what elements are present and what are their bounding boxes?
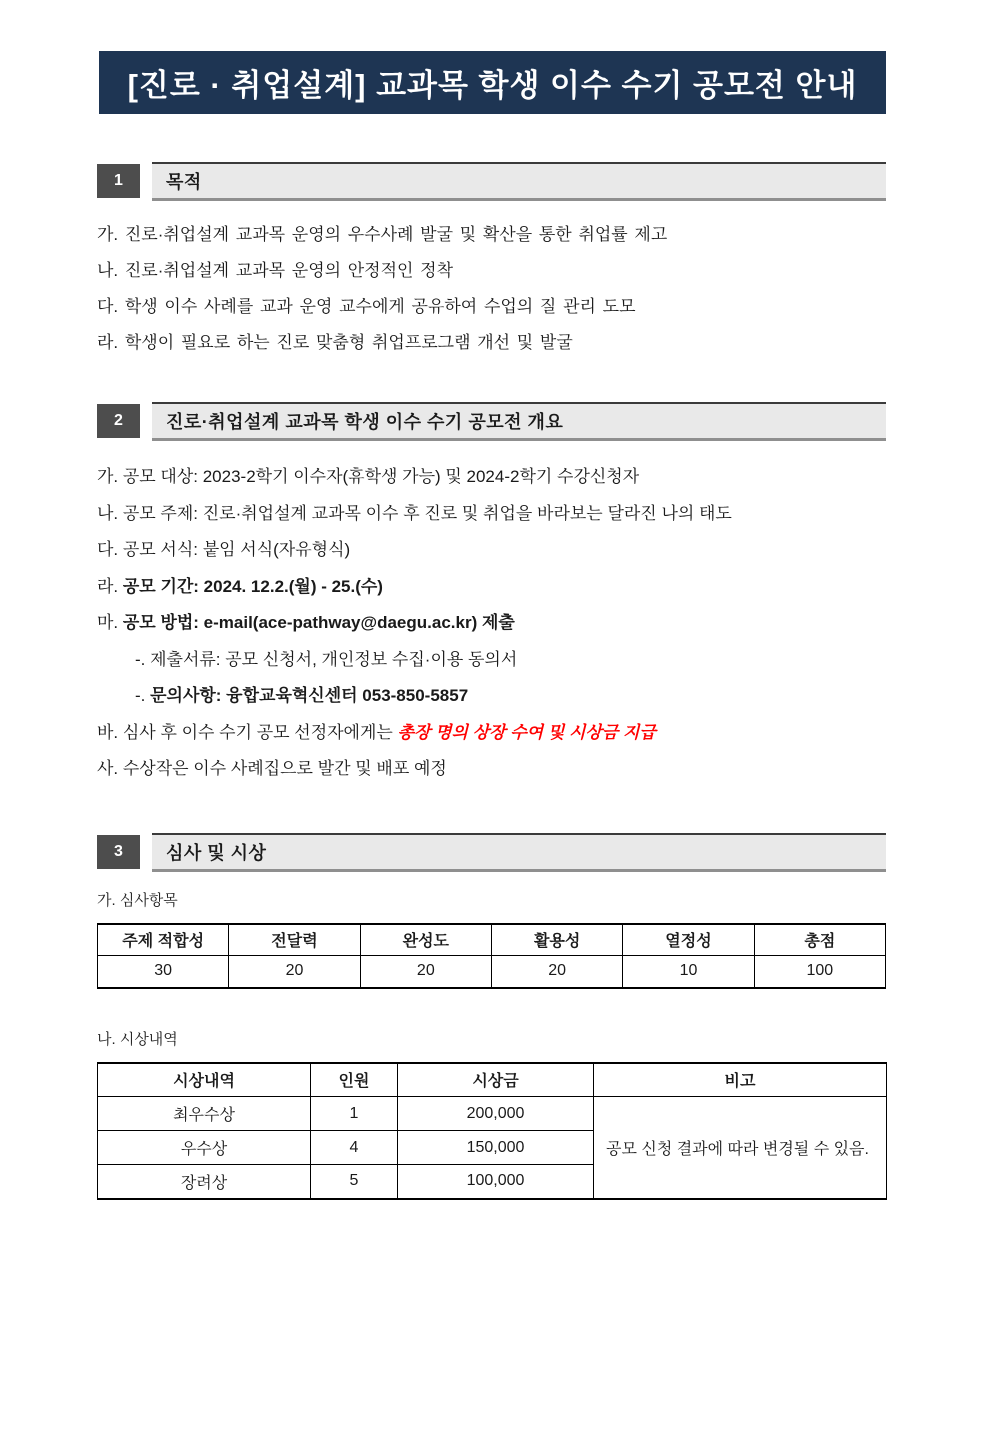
criteria-value-cell: 20: [229, 956, 360, 988]
list-item-sub: -. 제출서류: 공모 신청서, 개인정보 수집·이용 동의서: [135, 649, 518, 669]
award-count-cell: 1: [311, 1097, 398, 1131]
section-1-header: [97, 162, 886, 201]
section-2-number-badge: 2: [97, 404, 140, 438]
award-count-cell: 4: [311, 1131, 398, 1165]
list-item: 가. 진로·취업설계 교과목 운영의 우수사례 발굴 및 확산을 통한 취업률 제고: [97, 225, 668, 244]
section-2-header: [97, 402, 886, 441]
list-item: 마. 공모 방법: e-mail(ace-pathway@daegu.ac.kr) 제출: [97, 613, 515, 632]
criteria-value-cell: 10: [623, 956, 754, 988]
section-1-heading: 목적: [166, 172, 202, 192]
section-1-items: [97, 217, 897, 361]
award-amount-cell: 100,000: [398, 1165, 594, 1199]
list-item: 라. 공모 기간: 2024. 12.2.(월) - 25.(수): [97, 576, 383, 596]
section-1-number-badge: 1: [97, 164, 140, 198]
awards-header-cell: 시상금: [398, 1063, 594, 1097]
criteria-header-cell: 활용성: [491, 924, 622, 956]
awards-row: [98, 1097, 887, 1131]
section-2-items: [97, 459, 907, 788]
criteria-value-cell: 20: [360, 956, 491, 988]
section-3-heading-bar: [152, 833, 886, 872]
list-item: 라. 학생이 필요로 하는 진로 맞춤형 취업프로그램 개선 및 발굴: [97, 333, 573, 352]
awards-header-cell: 비고: [594, 1063, 887, 1097]
list-item: 사. 수상작은 이수 사례집으로 발간 및 배포 예정: [97, 759, 447, 778]
list-item: 다. 학생 이수 사례를 교과 운영 교수에게 공유하여 수업의 질 관리 도모: [97, 297, 636, 316]
section-2-heading: 진로·취업설계 교과목 학생 이수 수기 공모전 개요: [166, 412, 564, 432]
criteria-header-cell: 주제 적합성: [98, 924, 229, 956]
criteria-value-cell: 20: [491, 956, 622, 988]
criteria-table-label: 가. 심사항목: [97, 891, 178, 909]
award-name-cell: 최우수상: [98, 1097, 311, 1131]
document-page: [0, 51, 992, 1454]
criteria-table: [97, 923, 886, 989]
awards-table-label: 나. 시상내역: [97, 1030, 178, 1048]
award-name-cell: 장려상: [98, 1165, 311, 1199]
list-item-sub: -. 문의사항: 융합교육혁신센터 053-850-5857: [135, 686, 469, 705]
criteria-value-cell: 30: [98, 956, 229, 988]
list-item: 나. 공모 주제: 진로·취업설계 교과목 이수 후 진로 및 취업을 바라보는 달라진 나의 태도: [97, 503, 732, 523]
list-item: 바. 심사 후 이수 수기 공모 선정자에게는 총장 명의 상장 수여 및 시상금 지급: [97, 722, 656, 742]
awards-header-row: [98, 1063, 887, 1097]
section-1-heading-bar: [152, 162, 886, 201]
section-3-header: [97, 833, 886, 872]
document-title-banner: [99, 51, 886, 114]
criteria-header-row: [98, 924, 886, 956]
criteria-value-cell: 100: [754, 956, 885, 988]
document-title: [진로 · 취업설계] 교과목 학생 이수 수기 공모전 안내: [127, 68, 858, 103]
section-3-number-badge: 3: [97, 835, 140, 869]
criteria-header-cell: 완성도: [360, 924, 491, 956]
highlighted-award-text: 총장 명의 상장 수여 및 시상금 지급: [397, 722, 656, 742]
list-item: 가. 공모 대상: 2023-2학기 이수자(휴학생 가능) 및 2024-2학기 수강신청자: [97, 467, 640, 486]
award-amount-cell: 200,000: [398, 1097, 594, 1131]
award-name-cell: 우수상: [98, 1131, 311, 1165]
awards-table: [97, 1062, 887, 1200]
section-2-heading-bar: [152, 402, 886, 441]
award-amount-cell: 150,000: [398, 1131, 594, 1165]
criteria-header-cell: 총점: [754, 924, 885, 956]
award-count-cell: 5: [311, 1165, 398, 1199]
awards-header-cell: 인원: [311, 1063, 398, 1097]
section-3-heading: 심사 및 시상: [166, 842, 267, 863]
awards-header-cell: 시상내역: [98, 1063, 311, 1097]
criteria-header-cell: 전달력: [229, 924, 360, 956]
list-item: 다. 공모 서식: 붙임 서식(자유형식): [97, 540, 351, 559]
list-item: 나. 진로·취업설계 교과목 운영의 안정적인 정착: [97, 261, 454, 280]
criteria-value-row: [98, 956, 886, 988]
criteria-header-cell: 열정성: [623, 924, 754, 956]
awards-note-cell: 공모 신청 결과에 따라 변경될 수 있음.: [594, 1097, 887, 1199]
